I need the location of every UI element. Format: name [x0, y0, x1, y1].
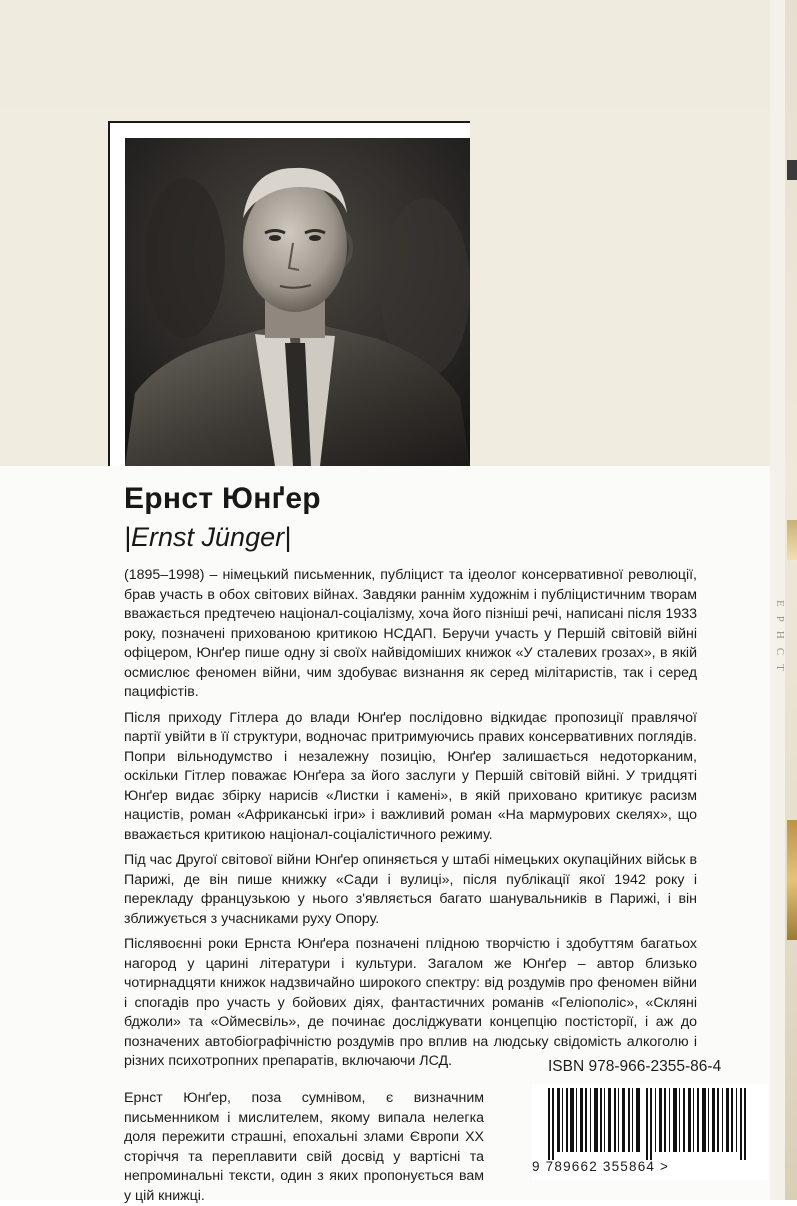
barcode-digits: 9 789662 355864 > — [532, 1159, 670, 1174]
spine-accent — [787, 520, 797, 560]
author-original-name: |Ernst Jünger| — [124, 522, 292, 552]
bio-paragraph: (1895–1998) – німецький письменник, публіцист та ідеолог консервативної революції, брав участь в обох світових війнах. Завдяки раннім художнім і публіцистичним творам вважається предтечею націонал-соціалізму, хоча його пізніші речі, написані після 1933 року, позначені прихованою критикою НСДАП. Беручи участь у Першій світовій війні офіцером, Юнґер пише одну зі своїх найвідоміших книжок «У сталевих грозах», в якій осмислює феномен війни, чим здобуває визнання як серед мілітаристів, так і серед пацифістів. — [124, 567, 697, 700]
beige-panel-top — [0, 0, 770, 110]
bio-paragraph: Післявоєнні роки Ернста Юнґера позначені плідною творчістю і здобуттям багатьох нагород у царині літератури і культури. Загалом же Юнґер – автор близько чотирнадцяти книжок надзвичайно широкого спектру: від роздумів про феномен війни і спогадів про участь у бойових діях, фантастичних романів «Геліополіс», «Скляні бджоли» та «Оймесвіль», де починає досліджувати концепцію постісторії, і аж до позначених автобіографічністю роздумів про вплив на людську свідомість алкоголю і різних психотропних препаратів, включаючи ЛСД. — [124, 936, 697, 1069]
biography — [124, 566, 697, 1078]
author-name: Ернст Юнґер — [124, 482, 321, 515]
isbn-label: ISBN 978-966-2355-86-4 — [548, 1058, 722, 1075]
barcode-icon — [542, 1088, 762, 1160]
bio-paragraph: Після приходу Гітлера до влади Юнґер послідовно відкидає пропозиції правлячої партії увійти в її структури, водночас притримуючись правих консервативних поглядів. Попри вільнодумство і незалежну позицію, Юнґер залишається недоторканим, оскільки Гітлер поважає Юнґера за його заслуги у Першій світовій війні. У тридцяті Юнґер видає збірку нарисів «Листки і камені», в якій приховано критикує расизм нацистів, роман «Африканські ігри» і важливий роман «На мармурових скелях», що вважається критикою націонал-соціалістичного режиму. — [124, 709, 697, 843]
spine-gold-band — [787, 820, 797, 940]
barcode — [532, 1084, 768, 1180]
bio-paragraph: Під час Другої світової війни Юнґер опиняється у штабі німецьких окупаційних військ в Парижі, де він пише книжку «Сади і вулиці», після публікації якої 1942 року і перекладу французькою у нього з'являється багато шанувальників в Парижі, і він зближується з учасниками руху Опору. — [124, 852, 697, 927]
frame-line-left — [108, 121, 110, 466]
frame-line-top — [108, 121, 470, 123]
author-portrait-photo — [125, 138, 470, 466]
spine-publisher-mark — [787, 160, 797, 180]
portrait-icon — [125, 138, 470, 466]
spine-strip — [785, 0, 797, 1200]
blurb: Ернст Юнґер, поза сумнівом, є визначним письменником і мислителем, якому випала нелегка доля пережити страшні, епохальні злами Європи ХХ сторіччя та переплавити свій досвід у вартісні та непроминальні тексти, один з яких пропонується вам у цій книжці. — [124, 1090, 484, 1204]
spine-text: ЕРНСТ — [774, 600, 786, 680]
